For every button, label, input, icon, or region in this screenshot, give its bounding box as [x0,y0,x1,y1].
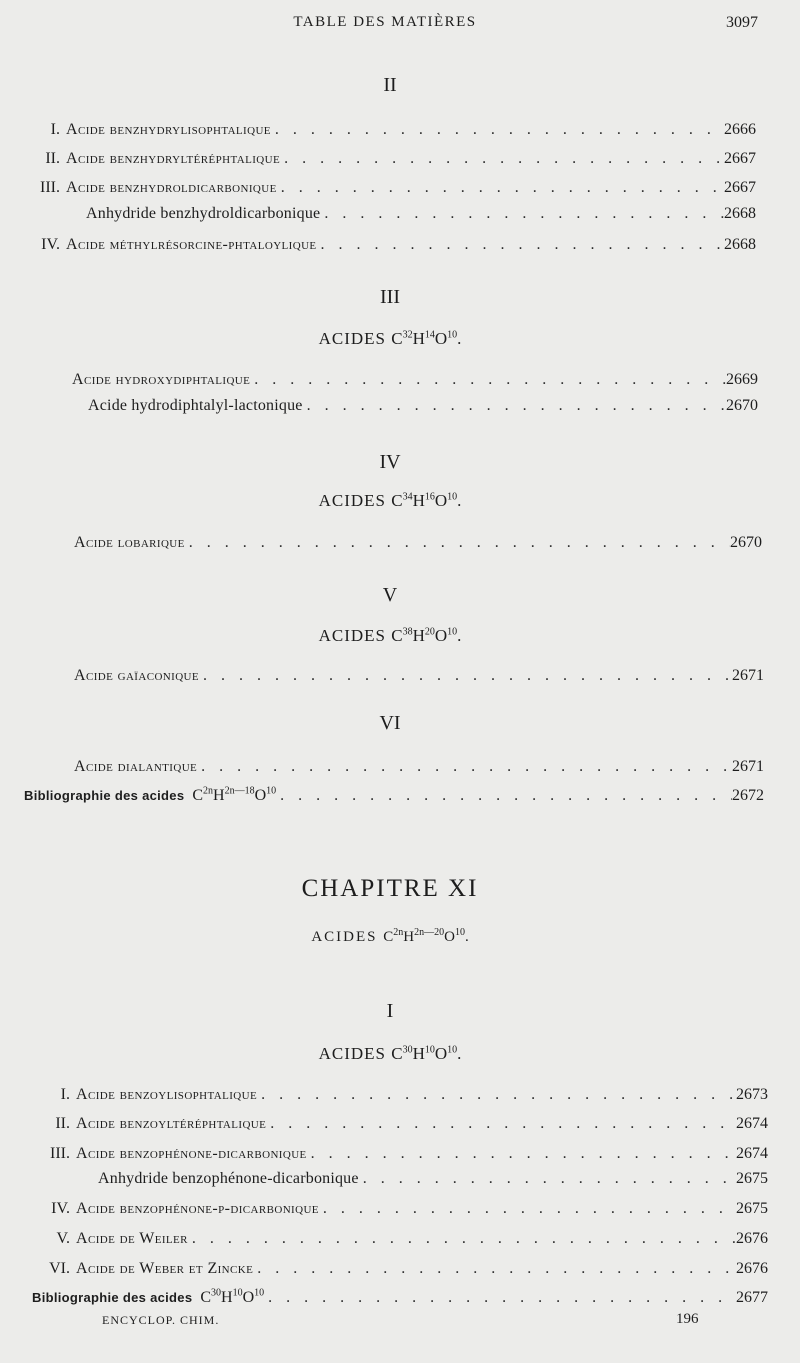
entry-number: II. [55,1115,70,1132]
toc-entry[interactable] [20,236,756,254]
toc-entry[interactable] [20,1115,768,1133]
toc-entry[interactable] [98,1170,768,1188]
entry-page: 2668 [724,205,756,222]
dot-leader [359,1170,736,1188]
entry-page: 2675 [736,1200,768,1217]
section-numeral-v: V [382,584,398,606]
entry-title: Acide hydrodiphtalyl-lactonique [88,397,303,414]
entry-title: Acide benzophénone-p-dicarbonique [76,1200,319,1217]
bibliography-label: Bibliographie des acides [24,788,185,803]
dot-leader [264,1289,736,1307]
toc-entry[interactable] [74,758,764,776]
section-numeral-i: I [386,1000,394,1022]
formula: $C^{32}H^{14}O^{10}$. [391,329,462,348]
entry-number: III. [40,179,60,196]
entry-page: 2671 [732,667,764,684]
toc-entry[interactable] [20,150,756,168]
entry-page: 2672 [732,787,764,804]
dot-leader [280,150,724,168]
chapter-subtitle [0,929,780,946]
entry-title: Acide benzhydrylisophtalique [66,121,271,138]
toc-entry[interactable] [86,205,756,223]
section-heading-i [0,1044,780,1064]
entry-page: 2671 [732,758,764,775]
entry-page: 2670 [726,397,758,414]
entry-number: III. [50,1145,70,1162]
section-numeral-iv: IV [379,451,401,473]
entry-title: Acide benzoyltéréphtalique [76,1115,267,1132]
entry-page: 2670 [730,534,762,551]
dot-leader [319,1200,736,1218]
entry-page: 2674 [736,1115,768,1132]
entry-title: Acide gaïaconique [74,667,200,684]
entry-title: Anhydride benzophénone-dicarbonique [98,1170,359,1187]
toc-entry[interactable] [72,371,758,389]
bibliography-formula: $C^{30}H^{10}O^{10}$ [200,1287,265,1306]
entry-title: Acide benzoylisophtalique [76,1086,258,1103]
toc-entry[interactable] [74,534,762,552]
dot-leader [307,1145,736,1163]
entry-page: 2666 [724,121,756,138]
heading-word: ACIDES [318,626,386,645]
entry-number: II. [45,150,60,167]
toc-entry[interactable] [20,121,756,139]
bibliography-label: Bibliographie des acides [32,1290,193,1305]
entry-number: I. [50,121,60,138]
formula: $C^{2n}H^{2n—20}O^{10}$. [383,927,469,945]
dot-leader [271,121,724,139]
heading-word: ACIDES [311,929,378,945]
dot-leader [253,1260,736,1278]
toc-entry[interactable] [20,1260,768,1278]
dot-leader [197,758,732,776]
entry-title: Acide méthylrésorcine-phtaloylique [66,236,317,253]
toc-entry[interactable] [20,1086,768,1104]
entry-title: Acide hydroxydiphtalique [72,371,251,388]
dot-leader [276,787,732,805]
heading-word: ACIDES [318,329,386,348]
entry-title: Acide dialantique [74,758,198,775]
page-number: 3097 [726,14,758,31]
entry-page: 2676 [736,1230,768,1247]
dot-leader [320,205,724,223]
dot-leader [277,179,724,197]
dot-leader [257,1086,736,1104]
dot-leader [188,1230,736,1248]
entry-number: V. [56,1230,70,1247]
chapter-title: CHAPITRE XI [301,875,479,902]
toc-entry[interactable] [20,1230,768,1248]
entry-number: IV. [51,1200,70,1217]
entry-number: I. [60,1086,70,1103]
toc-entry[interactable] [74,667,764,685]
entry-page: 2667 [724,179,756,196]
entry-page: 2676 [736,1260,768,1277]
entry-title: Acide benzhydroldicarbonique [66,179,277,196]
entry-page: 2675 [736,1170,768,1187]
section-heading-iv [0,491,780,511]
entry-title: Acide benzhydryltéréphtalique [66,150,281,167]
entry-page: 2667 [724,150,756,167]
footer-signature: 196 [676,1311,699,1327]
heading-word: ACIDES [318,491,386,510]
entry-number: VI. [49,1260,70,1277]
entry-page: 2674 [736,1145,768,1162]
dot-leader [266,1115,736,1133]
section-numeral-ii: II [383,74,397,96]
entry-page: 2673 [736,1086,768,1103]
dot-leader [317,236,724,254]
formula: $C^{30}H^{10}O^{10}$. [391,1044,462,1063]
toc-entry[interactable] [20,179,756,197]
footer-imprint: ENCYCLOP. CHIM. [102,1313,220,1327]
bibliography-formula: $C^{2n}H^{2n—18}O^{10}$ [192,785,277,804]
running-header-title: TABLE DES MATIÈRES [293,14,477,30]
section-numeral-iii: III [380,286,400,308]
entry-page: 2677 [736,1289,768,1306]
bibliography-entry[interactable] [24,787,764,805]
toc-entry[interactable] [88,397,758,415]
section-heading-v [0,626,780,646]
formula: $C^{38}H^{20}O^{10}$. [391,626,462,645]
entry-page: 2669 [726,371,758,388]
toc-entry[interactable] [20,1145,768,1163]
dot-leader [303,397,726,415]
entry-title: Acide benzophénone-dicarbonique [76,1145,307,1162]
toc-entry[interactable] [20,1200,768,1218]
section-heading-iii [0,329,780,349]
bibliography-entry[interactable] [32,1289,768,1307]
entry-number: IV. [41,236,60,253]
entry-page: 2668 [724,236,756,253]
formula: $C^{34}H^{16}O^{10}$. [391,491,462,510]
section-numeral-vi: VI [379,712,401,734]
entry-title: Acide de Weiler [76,1230,188,1247]
heading-word: ACIDES [318,1044,386,1063]
dot-leader [185,534,730,552]
entry-title: Acide lobarique [74,534,185,551]
dot-leader [250,371,726,389]
entry-title: Anhydride benzhydroldicarbonique [86,205,321,222]
entry-title: Acide de Weber et Zincke [76,1260,254,1277]
dot-leader [199,667,732,685]
